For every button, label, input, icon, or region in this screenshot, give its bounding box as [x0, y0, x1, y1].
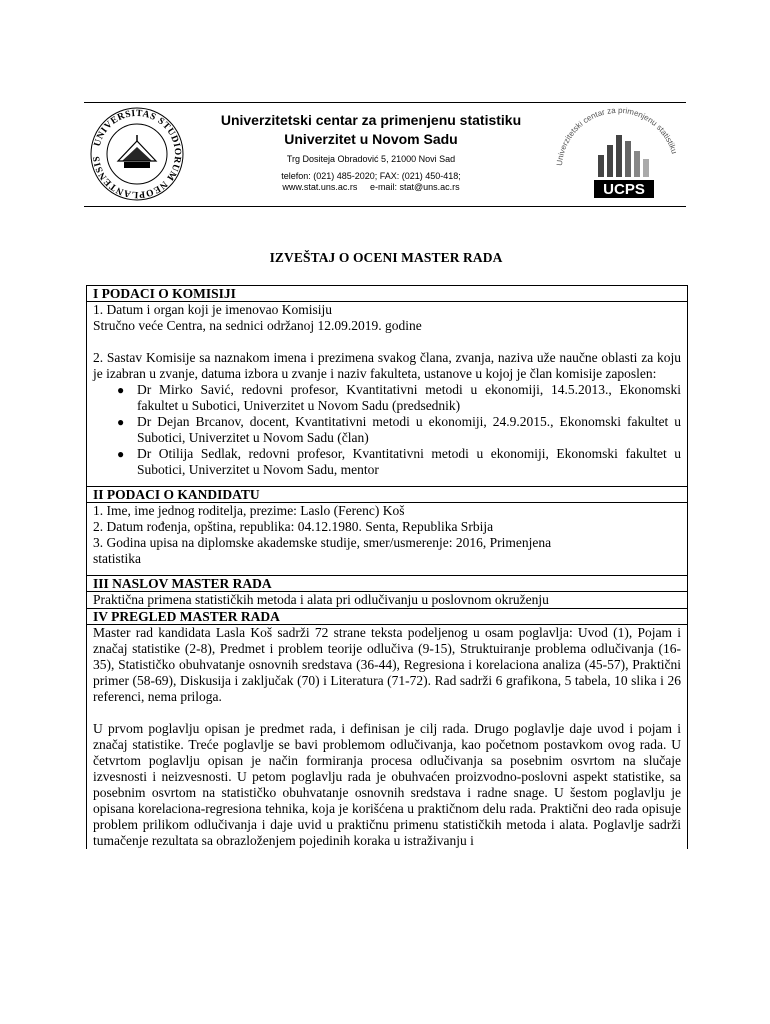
- committee-member: ● Dr Otilija Sedlak, redovni profesor, Kvantitativni metodi u ekonomiji, Ekonomski fakultet u Subotici, Univerzitet u Novom Sadu, mentor: [117, 446, 681, 477]
- seal-text: UNIVERSITAS STUDIORUM NEOPLANTENSIS: [91, 108, 183, 200]
- thesis-title: Praktična primena statističkih metoda i alata pri odlučivanju u poslovnom okruženju: [93, 592, 549, 607]
- bullet-icon: ●: [117, 447, 125, 461]
- section-3-body: [87, 592, 687, 608]
- letterhead: [84, 102, 686, 207]
- university-seal-logo: [88, 105, 186, 203]
- candidate-birth: 2. Datum rođenja, opština, republika: 04.12.1980. Senta, Republika Srbija: [93, 519, 494, 534]
- ucps-logo-text: UCPS: [603, 181, 645, 198]
- university-name: Univerzitet u Novom Sadu: [284, 131, 458, 147]
- bullet-icon: ●: [117, 383, 125, 397]
- committee-date-value: Stručno veće Centra, na sednici održanoj 12.09.2019. godine: [93, 318, 422, 333]
- thesis-overview-paragraph: Master rad kandidata Lasla Koš sadrži 72 strane teksta podeljenog u osam poglavlja: Uvod (1), Pojam i značaj statistike (2-8), Predmet i problem teorije odlučiva (9-15), Struktuiranje problema odlučivanja (16-35), Statističko obuhvatanje osnovnih sredstava (36-44), Regresiona i korelaciona analiza (45-57), Praktični primer (58-69), Diskusija i zaključak (70) i Literatura (71-72). Rad sadrži 6 grafikona, 5 tabela, 10 slika i 26 referenci, nema priloga.: [93, 625, 681, 704]
- section-1-heading: I PODACI O KOMISIJI: [87, 286, 687, 302]
- bullet-icon: ●: [117, 415, 125, 429]
- institution-address: Trg Dositeja Obradović 5, 21000 Novi Sad: [286, 154, 456, 164]
- document-title: IZVEŠTAJ O OCENI MASTER RADA: [269, 250, 503, 265]
- section-4-body: [87, 625, 687, 849]
- thesis-chapters-paragraph: U prvom poglavlju opisan je predmet rada, i definisan je cilj rada. Drugo poglavlje daje uvod i pojam i značaj statistike. Treće poglavlje se bavi problemom odlučivanja, kao početnom postavkom ovog rada. U četvrtom poglavlju opisan je način formiranja procesa odlučivanja sa posebnim osvrtom na slučaje izvesnosti i neizvesnosti. U petom poglavlju rada je obuhvaćen proizvodno-poslovni aspekt statistike, sa posebnim osvrtom na statističko obuhvatanje osnovnih sredstava i radne snage. U šestom poglavlju je opisana korelaciona-regresiona tehnika, koja je korišćena u praktičnom delu rada. Praktični deo rada opisuje problem prilikom odlučivanja i daje uvid u praktičnu primenu statističkih metoda i alata. Poglavlje sadrži tumačenje rezultata sa obrazloženjem pojedinih koraka u istraživanju i: [93, 721, 681, 848]
- report-table: [86, 285, 688, 849]
- section-3-heading: III NASLOV MASTER RADA: [87, 576, 687, 592]
- committee-members-list: [93, 382, 681, 478]
- section-2-body: [87, 503, 687, 575]
- ucps-logo: [554, 105, 682, 203]
- ucps-arc-text: Univerzitetski centar za primenjenu statistiku: [554, 105, 679, 167]
- candidate-enrollment: 3. Godina upisa na diplomske akademske studije, smer/usmerenje: 2016, Primenjena: [93, 535, 552, 550]
- committee-member: ● Dr Mirko Savić, redovni profesor, Kvantitativni metodi u ekonomiji, 14.5.2013., Ekonomski fakultet u Subotici, Univerzitet u Novom Sadu (predsednik): [117, 382, 681, 413]
- section-2-heading: II PODACI O KANDIDATU: [87, 487, 687, 503]
- candidate-enrollment-cont: statistika: [93, 551, 141, 566]
- letterhead-text: [194, 111, 548, 193]
- committee-date-label: 1. Datum i organ koji je imenovao Komisiju: [93, 302, 332, 317]
- committee-member: ● Dr Dejan Brcanov, docent, Kvantitativni metodi u ekonomiji, 24.9.2015., Ekonomski fakultet u Subotici, Univerzitet u Novom Sadu (član): [117, 414, 681, 445]
- committee-composition-label: 2. Sastav Komisije sa naznakom imena i prezimena svakog člana, zvanja, naziva uže naučne oblasti za koju je izabran u zvanje, datuma izbora u zvanje i naziv fakulteta, ustanove u kojoj je član komisije zaposlen:: [93, 350, 681, 381]
- email-link[interactable]: e-mail: stat@uns.ac.rs: [369, 182, 460, 192]
- institution-name: Univerzitetski centar za primenjenu statistiku: [220, 112, 522, 128]
- section-1-body: [87, 302, 687, 486]
- phone-fax: telefon: (021) 485-2020; FAX: (021) 450-418;: [281, 171, 461, 181]
- candidate-name: 1. Ime, ime jednog roditelja, prezime: Laslo (Ferenc) Koš: [93, 503, 405, 518]
- website-link[interactable]: www.stat.uns.ac.rs: [282, 182, 358, 192]
- section-4-heading: IV PREGLED MASTER RADA: [87, 609, 687, 625]
